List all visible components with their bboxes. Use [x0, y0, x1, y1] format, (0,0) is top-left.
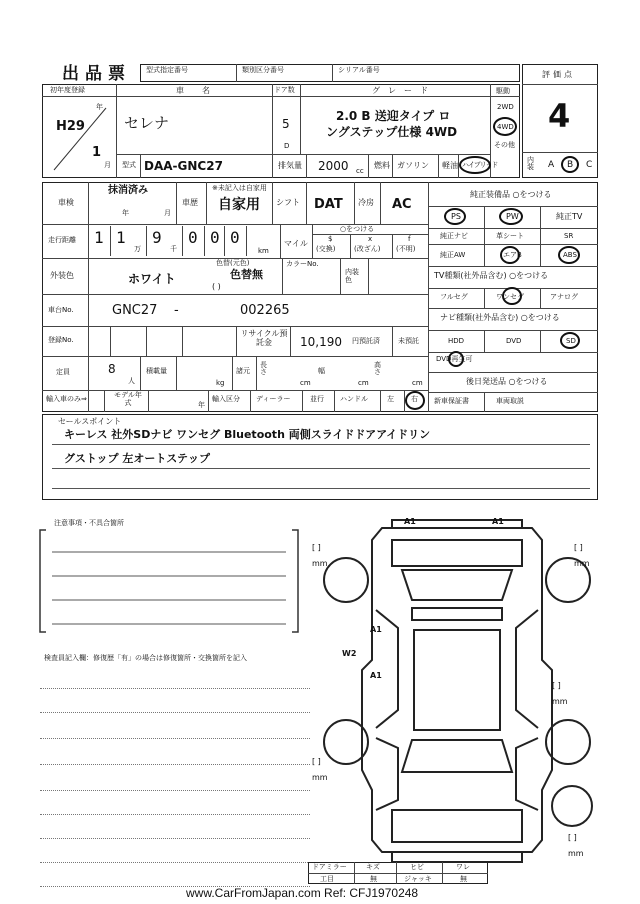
load-label: 積載量 [146, 367, 167, 375]
inspection-label: 車検 [58, 198, 74, 207]
displacement-label: 排気量 [278, 161, 302, 170]
mileage-d2: 1 [116, 228, 126, 247]
tv-fullseg: フルセグ [440, 293, 468, 301]
year-mark: 年 [96, 103, 103, 111]
import-type-label: 輸入区分 [212, 395, 240, 403]
circle-note: ○をつける [340, 225, 375, 233]
shift-label: シフト [276, 198, 300, 207]
mileage-d3: 9 [152, 228, 162, 247]
type-spec-label: 型式指定番号 [146, 66, 188, 74]
caution-label: 注意事項・不具合箇所 [54, 519, 124, 527]
fuel-hybrid-circle [459, 156, 491, 174]
glass-header-1: キズ [366, 863, 380, 871]
height-cm: cm [412, 379, 423, 387]
car-damage-diagram [306, 510, 606, 870]
mileage-man: 万 [134, 245, 141, 253]
glass-row-1: 無 [370, 875, 377, 883]
watermark-text: www.CarFromJapan.com Ref: CFJ1970248 [186, 886, 419, 900]
chassis-label: 車台No. [48, 306, 74, 314]
drive-2wd: 2WD [497, 103, 514, 111]
repaint-paren: ( ) [212, 282, 221, 291]
mark-left-front-door: A1 [370, 625, 382, 634]
length-cm: cm [300, 379, 311, 387]
caution-frame [38, 528, 300, 634]
handle-left: 左 [387, 395, 394, 403]
fuel-hybrid: ハイブリッド [462, 161, 498, 169]
equip-leather: 革シート [496, 232, 524, 240]
handle-right-circle [405, 391, 425, 410]
glass-header-0: ドアミラー [312, 863, 347, 871]
svg-text:[ ]: [ ] [568, 833, 577, 842]
inspection-value: 抹消済み [108, 185, 148, 196]
import-label: 輸入車のみ⇒ [46, 395, 87, 403]
interior-label: 内装 [527, 156, 534, 171]
recycle-unpaid: 未預託 [398, 337, 419, 345]
ac-value: AC [392, 197, 412, 212]
model-value: DAA-GNC27 [144, 159, 223, 173]
capacity-label: 定員 [56, 368, 70, 376]
width-label: 幅 [318, 367, 325, 375]
history-label: 車歴 [182, 198, 198, 207]
model-year-unit: 年 [198, 401, 205, 409]
navi-sd: SD [566, 337, 576, 345]
grade-line2: ングステップ仕様 4WD [326, 125, 458, 139]
color-no-label: カラーNo. [286, 260, 319, 268]
equip-tv: 純正TV [556, 212, 583, 221]
model-year-label: モデル年式 [114, 391, 142, 407]
manual: 車両取説 [496, 397, 524, 405]
equip-ps: PS [451, 212, 461, 221]
equip-pw: PW [506, 212, 519, 221]
height-label: 高さ [374, 361, 381, 376]
fuel-gas: ガソリン [397, 161, 429, 170]
equip-navi: 純正ナビ [440, 232, 468, 240]
glass-row-0: 工目 [320, 875, 334, 883]
equip-ps-circle [444, 208, 466, 225]
score-value: 4 [548, 97, 571, 135]
dvd-play: DVD再生可 [436, 355, 473, 363]
car-name-label: 車名 [176, 86, 228, 95]
unk-label: (不明) [396, 245, 416, 253]
glass-row-2: ジャッキ [404, 875, 432, 883]
equip-sr: SR [564, 232, 574, 240]
mark-left-side: W2 [342, 649, 357, 658]
tv-oneseg: ワンセグ [496, 293, 524, 301]
shift-value: DAT [314, 197, 343, 212]
first-reg-month: 1 [92, 145, 102, 160]
mileage-d4: 0 [188, 228, 198, 247]
drive-label: 駆動 [496, 87, 510, 95]
chassis-number: 002265 [240, 303, 290, 318]
inspection-year-unit: 年 [122, 209, 129, 217]
fuel-light: 軽油 [442, 161, 458, 170]
header-code-box [140, 64, 520, 82]
mile-label: マイル [284, 239, 308, 248]
mileage-d6: 0 [230, 228, 240, 247]
dims-label: 諸元 [236, 367, 250, 375]
cc-unit: cc [356, 167, 364, 175]
fuel-label: 燃料 [374, 161, 390, 170]
dealer-option: ディーラー [256, 395, 291, 403]
navi-dvd: DVD [506, 337, 522, 345]
inspection-month-unit: 月 [164, 209, 171, 217]
svg-text:[ ]: [ ] [312, 543, 321, 552]
first-reg-year: H29 [56, 119, 85, 134]
handle-right: 右 [411, 395, 418, 403]
month-mark: 月 [104, 161, 111, 169]
selling-line2: グストップ 左オートステップ [64, 452, 211, 465]
color-value: ホワイト [128, 272, 176, 286]
svg-text:mm: mm [568, 849, 584, 858]
navi-title: ナビ種類(社外品含む) ○をつける [440, 313, 560, 322]
chassis-model: GNC27 [112, 303, 158, 318]
equip-pw-circle [499, 208, 523, 225]
capacity-value: 8 [108, 362, 116, 376]
equip-aw: 純正AW [440, 251, 466, 259]
parallel-option: 並行 [310, 395, 324, 403]
registration-label: 登録No. [48, 336, 74, 344]
selling-line1: キーレス 社外SDナビ ワンセグ Bluetooth 両側スライドドアアイドリン [64, 428, 431, 441]
mark-left-rear-door: A1 [370, 671, 382, 680]
mileage-km: km [258, 247, 269, 255]
grade-line1: 2.0 B 送迎タイプ ロ [336, 109, 451, 123]
alt-label: (改ざん) [354, 245, 381, 253]
repaint-label: 色替(元色) [216, 259, 250, 267]
page-title: 出品票 [62, 64, 131, 84]
dvd-play-circle [448, 351, 464, 367]
navi-hdd: HDD [448, 337, 465, 345]
category-label: 類別区分番号 [242, 66, 284, 74]
first-reg-label: 初年度登録 [50, 86, 85, 94]
width-cm: cm [358, 379, 369, 387]
recycle-paid: 円預託済 [352, 337, 380, 345]
mark-front-right: A1 [492, 517, 504, 526]
interior-color-label: 内装色 [345, 268, 359, 285]
doors-value: 5 [282, 117, 290, 131]
recycle-label: リサイクル預託金 [240, 329, 288, 347]
interior-a: A [548, 160, 555, 170]
serial-label: シリアル番号 [338, 66, 380, 74]
grade-label: グレード [372, 86, 436, 95]
mark-front-bumper: A1 [404, 517, 416, 526]
score-label: 評価点 [542, 70, 575, 79]
svg-text:[ ]: [ ] [552, 681, 561, 690]
drive-4wd: 4WD [497, 123, 514, 131]
svg-text:mm: mm [552, 697, 568, 706]
history-note: ※未記入は自家用 [212, 184, 267, 192]
navi-sd-circle [560, 332, 580, 349]
interior-c: C [586, 160, 593, 170]
interior-b: B [567, 160, 574, 170]
exch-label: (交換) [316, 245, 336, 253]
repaint-value: 色替無 [230, 268, 263, 281]
drive-4wd-circle [493, 117, 517, 136]
tv-title: TV種類(社外品含む) ○をつける [434, 271, 549, 280]
doors-d: D [284, 142, 290, 150]
glass-header-3: ワレ [456, 863, 470, 871]
glass-header-2: ヒビ [410, 863, 424, 871]
svg-text:[ ]: [ ] [312, 757, 321, 766]
color-label: 外装色 [50, 271, 74, 280]
svg-text:mm: mm [312, 559, 328, 568]
length-label: 長さ [260, 361, 267, 376]
warranty: 新車保証書 [434, 397, 469, 405]
model-label: 型式 [122, 161, 136, 169]
load-kg: kg [216, 379, 225, 387]
recycle-value: 10,190 [300, 335, 342, 349]
tv-oneseg-circle [502, 287, 522, 305]
history-value: 自家用 [218, 197, 260, 213]
handle-label: ハンドル [340, 395, 368, 403]
svg-text:mm: mm [312, 773, 328, 782]
equip-title: 純正装備品 ○をつける [470, 190, 552, 199]
equip-aircon-circle [500, 246, 520, 264]
svg-text:mm: mm [574, 559, 590, 568]
svg-text:[ ]: [ ] [574, 543, 583, 552]
glass-row-3: 無 [460, 875, 467, 883]
later-title: 後日発送品 ○をつける [466, 377, 548, 386]
equip-aircon: エアB [503, 251, 522, 259]
exch-sym: $ [328, 235, 333, 243]
chassis-dash: - [174, 303, 179, 318]
doors-label: ドア数 [274, 86, 295, 94]
equip-abs-circle [558, 246, 580, 264]
mileage-d5: 0 [210, 228, 220, 247]
mileage-label: 走行距離 [48, 236, 76, 244]
equip-abs: ABS [563, 251, 577, 259]
interior-b-circle [561, 156, 579, 173]
inspector-label: 検査員記入欄：修復歴「有」の場合は修復箇所・交換箇所を記入 [44, 654, 247, 662]
selling-label: セールスポイント [58, 417, 122, 426]
displacement-value: 2000 [318, 159, 349, 173]
car-name: セレナ [124, 114, 170, 132]
tv-analog: アナログ [550, 293, 578, 301]
drive-other: その他 [494, 141, 515, 149]
mileage-sen: 千 [170, 245, 177, 253]
ac-label: 冷房 [358, 198, 374, 207]
unk-sym: f [408, 235, 411, 243]
person-unit: 人 [128, 377, 135, 385]
mileage-d1: 1 [94, 228, 104, 247]
alt-sym: x [368, 235, 373, 243]
